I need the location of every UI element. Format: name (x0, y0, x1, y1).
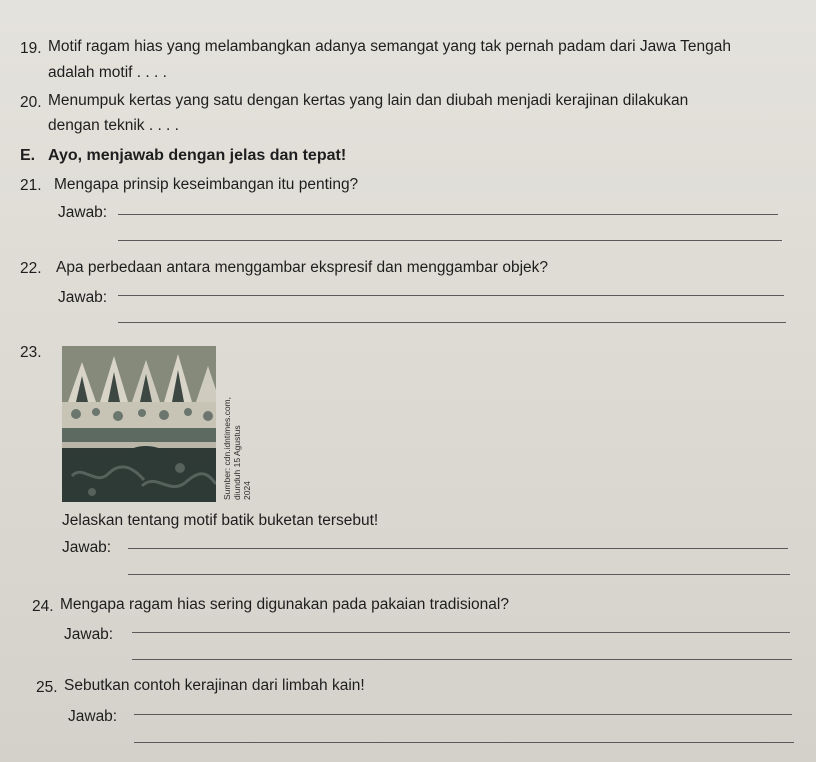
image-credit-line1: Sumber: cdn.idntimes.com, (222, 397, 232, 500)
question-22-number: 22. (20, 260, 42, 277)
question-19-text-line2: adalah motif . . . . (48, 64, 167, 81)
question-19-number: 19. (20, 40, 42, 57)
question-25-answer-line-1[interactable] (134, 714, 792, 715)
image-credit-line2: diunduh 15 Agustus (232, 425, 242, 500)
question-20-number: 20. (20, 94, 42, 111)
image-credit-line3: 2024 (242, 481, 252, 500)
question-24-number: 24. (32, 598, 54, 615)
batik-buketan-image (62, 346, 216, 502)
question-20-text-line1: Menumpuk kertas yang satu dengan kertas yang lain dan diubah menjadi kerajinan dilakukan (48, 92, 689, 109)
section-e-letter: E. (20, 147, 36, 164)
question-23-answer-line-2[interactable] (128, 574, 790, 575)
question-25-text: Sebutkan contoh kerajinan dari limbah kain! (64, 677, 365, 694)
question-23-answer-line-1[interactable] (128, 548, 788, 549)
question-24-answer-line-1[interactable] (132, 632, 790, 633)
question-23-text: Jelaskan tentang motif batik buketan tersebut! (62, 512, 379, 529)
question-25-number: 25. (36, 679, 58, 696)
question-22-text: Apa perbedaan antara menggambar ekspresif dan menggambar objek? (56, 259, 549, 276)
question-21-answer-line-1[interactable] (118, 214, 778, 215)
question-24-answer-line-2[interactable] (132, 659, 792, 660)
question-22-answer-line-1[interactable] (118, 295, 784, 296)
question-21-answer-label: Jawab: (58, 204, 108, 221)
question-25-answer-line-2[interactable] (134, 742, 794, 743)
question-20-text-line2: dengan teknik . . . . (48, 117, 179, 134)
question-24-answer-label: Jawab: (64, 626, 114, 643)
question-21-number: 21. (20, 177, 42, 194)
question-25-answer-label: Jawab: (68, 708, 118, 725)
question-23-number: 23. (20, 344, 42, 361)
image-credit (222, 368, 250, 500)
question-21-text: Mengapa prinsip keseimbangan itu penting? (54, 176, 359, 193)
question-22-answer-line-2[interactable] (118, 322, 786, 323)
question-23-answer-label: Jawab: (62, 539, 112, 556)
question-21-answer-line-2[interactable] (118, 240, 782, 241)
question-24-text: Mengapa ragam hias sering digunakan pada pakaian tradisional? (60, 596, 509, 613)
question-19-text-line1: Motif ragam hias yang melambangkan adanya semangat yang tak pernah padam dari Jawa Tengah (48, 38, 731, 55)
question-22-answer-label: Jawab: (58, 289, 108, 306)
section-e-title: Ayo, menjawab dengan jelas dan tepat! (48, 147, 347, 164)
